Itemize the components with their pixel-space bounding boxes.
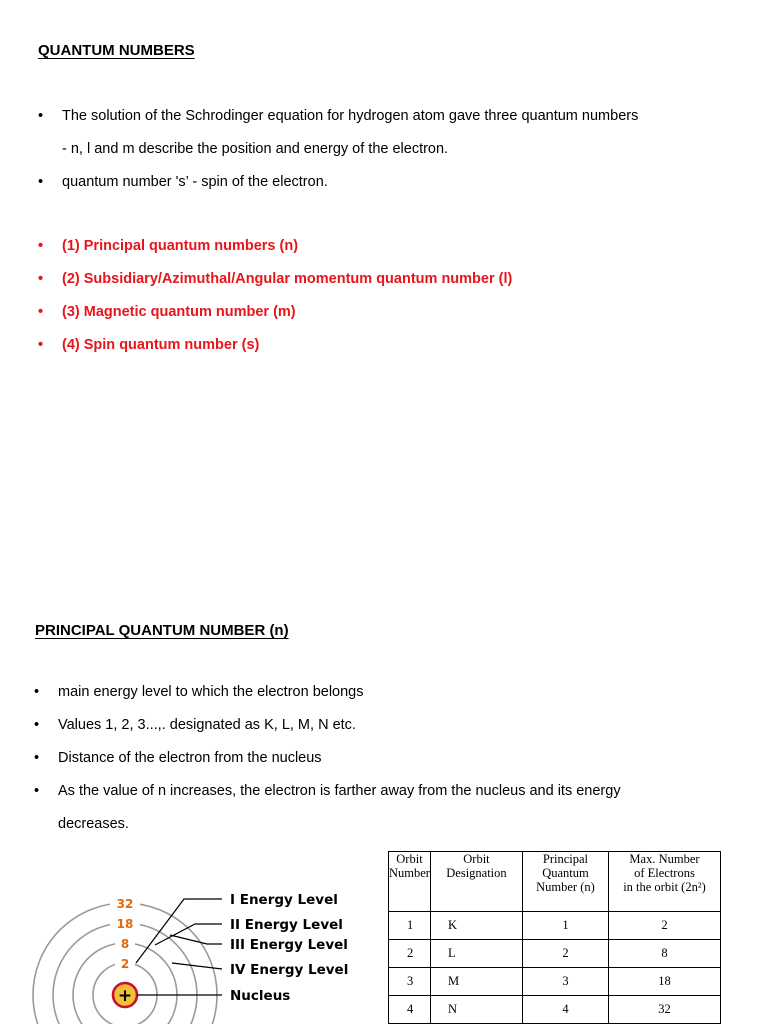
label-energy-level-1: I Energy Level <box>230 892 338 908</box>
label-energy-level-3: III Energy Level <box>230 937 348 953</box>
type-text: (4) Spin quantum number (s) <box>62 337 260 353</box>
orbit-table <box>388 851 721 1024</box>
list-item <box>38 108 738 158</box>
cell-designation: M <box>430 968 522 996</box>
bullet-text: Distance of the electron from the nucleus <box>58 750 322 766</box>
cell-designation: K <box>430 912 522 940</box>
bullet-text-continued: - n, l and m describe the position and energy of the electron. <box>62 141 449 157</box>
energy-level-diagram <box>0 860 380 1024</box>
header-orbit-designation: Orbit Designation <box>430 852 522 912</box>
list-item <box>34 717 754 734</box>
bullet-text-continued: decreases. <box>58 816 129 832</box>
cell-designation: L <box>430 940 522 968</box>
cell-orbit-number: 3 <box>389 968 431 996</box>
header-max-electrons: Max. Number of Electrons in the orbit (2n²) <box>608 852 720 912</box>
list-item <box>34 783 754 833</box>
table-row <box>389 912 721 940</box>
list-item <box>38 238 738 255</box>
cell-orbit-number: 2 <box>389 940 431 968</box>
label-energy-level-2: II Energy Level <box>230 917 343 933</box>
cell-principal: 4 <box>522 996 608 1024</box>
cell-orbit-number: 1 <box>389 912 431 940</box>
cell-principal: 3 <box>522 968 608 996</box>
list-item <box>34 684 754 701</box>
type-text: (2) Subsidiary/Azimuthal/Angular momentum quantum number (l) <box>62 271 513 287</box>
bullet-text: Values 1, 2, 3...,. designated as K, L, M, N etc. <box>58 717 356 733</box>
list-item <box>38 337 738 354</box>
cell-max-electrons: 8 <box>608 940 720 968</box>
cell-orbit-number: 4 <box>389 996 431 1024</box>
label-energy-level-4: IV Energy Level <box>230 962 349 978</box>
type-text: (3) Magnetic quantum number (m) <box>62 304 296 320</box>
list-item <box>34 750 754 767</box>
table-row <box>389 940 721 968</box>
nucleus-symbol: + <box>117 986 133 1006</box>
bullet-text: main energy level to which the electron belongs <box>58 684 364 700</box>
shell-number: 18 <box>116 917 134 931</box>
cell-max-electrons: 2 <box>608 912 720 940</box>
bullet-text: quantum number 's’ - spin of the electron. <box>62 174 328 190</box>
header-principal-quantum-number: Principal Quantum Number (n) <box>522 852 608 912</box>
quantum-number-types-list <box>38 238 738 354</box>
list-item <box>38 271 738 288</box>
cell-principal: 2 <box>522 940 608 968</box>
list-item <box>38 304 738 321</box>
table-row <box>389 968 721 996</box>
bullet-text: • The solution of the Schrodinger equation for hydrogen atom gave three quantum numbers <box>62 108 639 124</box>
section-title-principal-quantum-number: PRINCIPAL QUANTUM NUMBER (n) <box>35 622 289 639</box>
type-text: (1) Principal quantum numbers (n) <box>62 238 299 254</box>
shell-number: 2 <box>120 957 130 971</box>
cell-max-electrons: 18 <box>608 968 720 996</box>
section-title-quantum-numbers: QUANTUM NUMBERS <box>38 42 195 59</box>
bullet-text: • As the value of n increases, the electron is farther away from the nucleus and its energy <box>58 783 621 799</box>
shell-number: 32 <box>116 897 134 911</box>
intro-bullet-list <box>38 108 738 191</box>
table-header-row <box>389 852 721 912</box>
list-item <box>38 174 738 191</box>
cell-designation: N <box>430 996 522 1024</box>
cell-principal: 1 <box>522 912 608 940</box>
cell-max-electrons: 32 <box>608 996 720 1024</box>
table-row <box>389 996 721 1024</box>
principal-bullet-list <box>34 684 754 833</box>
nucleus-icon <box>113 983 137 1007</box>
label-nucleus: Nucleus <box>230 988 291 1004</box>
shell-number: 8 <box>120 937 130 951</box>
header-orbit-number: Orbit Number <box>389 852 431 912</box>
